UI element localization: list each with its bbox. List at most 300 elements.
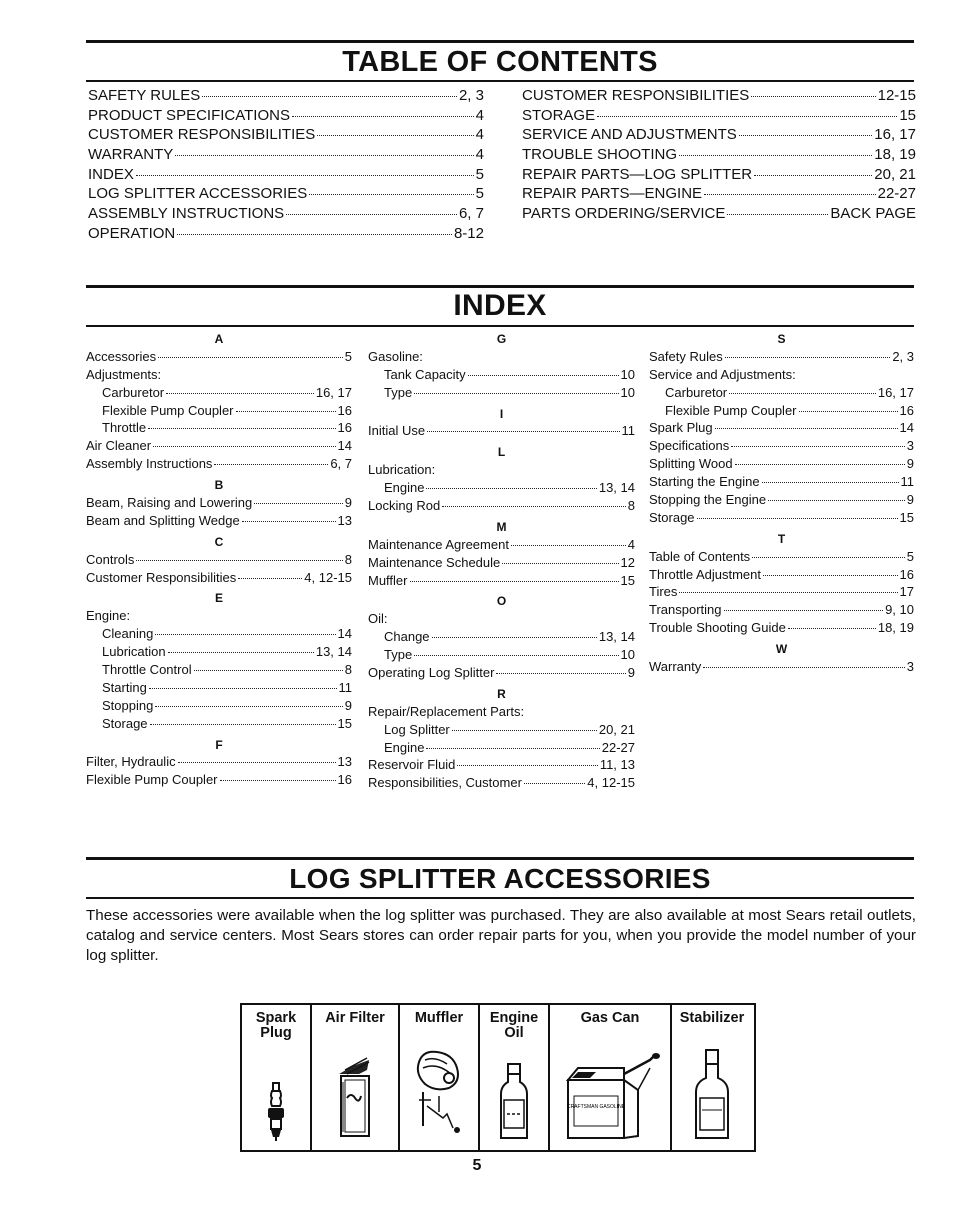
entry-page: 4 bbox=[475, 126, 484, 144]
dot-leader bbox=[799, 408, 898, 412]
dot-leader bbox=[155, 703, 342, 707]
index-entry bbox=[86, 680, 352, 698]
accessory-cell-engine-oil bbox=[480, 1005, 550, 1150]
entry-page: 14 bbox=[337, 438, 352, 454]
accessory-cell-muffler bbox=[400, 1005, 480, 1150]
index-bottom-rule bbox=[86, 325, 914, 327]
accessory-label: Gas Can bbox=[580, 1010, 640, 1026]
entry-page: 4, 12-15 bbox=[587, 775, 635, 791]
dot-leader bbox=[754, 172, 872, 176]
index-entry bbox=[649, 349, 914, 367]
entry-page: 8 bbox=[344, 662, 352, 678]
entry-label: Carburetor bbox=[665, 384, 728, 400]
index-title: INDEX bbox=[453, 289, 547, 322]
entry-label: OPERATION bbox=[88, 224, 176, 242]
entry-page: 8 bbox=[627, 498, 635, 514]
entry-page: 8 bbox=[344, 551, 352, 567]
entry-page: 16 bbox=[337, 420, 352, 436]
entry-label: Stopping bbox=[102, 697, 154, 713]
index-entry bbox=[368, 573, 635, 591]
entry-label: Engine bbox=[384, 480, 425, 496]
index-entry bbox=[86, 385, 352, 403]
index-entry bbox=[649, 492, 914, 510]
index-letter-heading: W bbox=[775, 642, 788, 657]
index-entry bbox=[86, 403, 352, 421]
index-entry bbox=[649, 584, 914, 602]
dot-leader bbox=[292, 113, 474, 117]
entry-page: 15 bbox=[620, 572, 635, 588]
index-entry bbox=[368, 757, 635, 775]
index-entry bbox=[649, 567, 914, 585]
dot-leader bbox=[214, 461, 328, 465]
dot-leader bbox=[136, 557, 342, 561]
index-letter-heading: C bbox=[214, 534, 224, 549]
toc-entry bbox=[88, 146, 484, 166]
dot-leader bbox=[178, 759, 336, 763]
entry-page: 16, 17 bbox=[877, 384, 914, 400]
dot-leader bbox=[679, 589, 897, 593]
entry-label: Specifications bbox=[649, 438, 730, 454]
oil-bottle-icon bbox=[497, 1062, 531, 1142]
entry-page: 9 bbox=[344, 495, 352, 511]
index-entry bbox=[86, 456, 352, 474]
dot-leader bbox=[788, 625, 876, 629]
dot-leader bbox=[452, 727, 597, 731]
entry-page: 13, 14 bbox=[598, 480, 635, 496]
entry-page: 13 bbox=[337, 754, 352, 770]
index-letter-heading: G bbox=[496, 332, 507, 346]
entry-page: 6, 7 bbox=[330, 456, 352, 472]
entry-label: Log Splitter bbox=[384, 721, 450, 737]
entry-page: 9 bbox=[344, 697, 352, 713]
entry-page: 3 bbox=[906, 659, 914, 675]
index-entry bbox=[649, 367, 914, 385]
entry-label: Controls bbox=[86, 551, 135, 567]
air-filter-icon bbox=[333, 1052, 377, 1142]
toc-entry bbox=[88, 107, 484, 127]
entry-label: ASSEMBLY INSTRUCTIONS bbox=[88, 205, 285, 223]
entry-label: Repair/Replacement Parts: bbox=[368, 703, 525, 719]
index-letter-heading: R bbox=[497, 686, 506, 701]
entry-page: 20, 21 bbox=[598, 721, 635, 737]
gas-can-icon bbox=[554, 1050, 666, 1142]
toc-top-rule bbox=[86, 40, 914, 43]
index-letter-heading: O bbox=[496, 594, 507, 609]
toc-entry bbox=[522, 185, 916, 205]
index-entry bbox=[86, 438, 352, 456]
entry-label: REPAIR PARTS—ENGINE bbox=[522, 185, 703, 203]
entry-page: 16 bbox=[337, 402, 352, 418]
dot-leader bbox=[155, 631, 335, 635]
entry-label: Tank Capacity bbox=[384, 366, 466, 382]
dot-leader bbox=[703, 664, 905, 668]
entry-page: 16 bbox=[337, 772, 352, 788]
dot-leader bbox=[242, 518, 336, 522]
index-column-2 bbox=[368, 331, 635, 793]
index-letter-heading: A bbox=[214, 332, 224, 346]
index-entry bbox=[368, 367, 635, 385]
entry-label: WARRANTY bbox=[88, 146, 174, 164]
index-entry bbox=[86, 772, 352, 790]
dot-leader bbox=[597, 113, 897, 117]
entry-label: Type bbox=[384, 384, 413, 400]
entry-page: 13 bbox=[337, 512, 352, 528]
accessory-label: Stabilizer bbox=[679, 1010, 745, 1026]
dot-leader bbox=[150, 721, 336, 725]
entry-label: Operating Log Splitter bbox=[368, 665, 495, 681]
index-letter-heading: L bbox=[497, 445, 506, 460]
entry-page: 10 bbox=[620, 366, 635, 382]
entry-page: 10 bbox=[620, 647, 635, 663]
entry-page: 12-15 bbox=[877, 87, 916, 104]
index-entry bbox=[86, 420, 352, 438]
entry-page: 5 bbox=[906, 548, 914, 564]
entry-page: 11 bbox=[621, 423, 635, 439]
entry-page: 4 bbox=[475, 106, 484, 124]
dot-leader bbox=[752, 554, 905, 558]
dot-leader bbox=[254, 500, 343, 504]
entry-label: Lubrication: bbox=[368, 462, 436, 478]
index-entry bbox=[86, 662, 352, 680]
entry-label: Change bbox=[384, 629, 430, 645]
toc-entry bbox=[522, 126, 916, 146]
dot-leader bbox=[414, 652, 618, 656]
dot-leader bbox=[731, 443, 905, 447]
dot-leader bbox=[502, 560, 618, 564]
entry-label: Maintenance Agreement bbox=[368, 536, 509, 552]
dot-leader bbox=[168, 649, 314, 653]
toc-entry bbox=[522, 166, 916, 186]
entry-page: BACK PAGE bbox=[830, 205, 916, 223]
dot-leader bbox=[724, 607, 884, 611]
index-entry bbox=[86, 495, 352, 513]
accessory-cell-stabilizer bbox=[672, 1005, 752, 1150]
entry-label: Engine: bbox=[86, 608, 131, 624]
dot-leader bbox=[704, 191, 876, 195]
accessory-label: Engine Oil bbox=[489, 1010, 539, 1041]
entry-page: 11, 13 bbox=[599, 757, 635, 773]
entry-label: Lubrication bbox=[102, 644, 166, 660]
index-letter-heading: T bbox=[777, 531, 786, 546]
entry-label: Service and Adjustments: bbox=[649, 366, 796, 382]
entry-page: 14 bbox=[337, 626, 352, 642]
dot-leader bbox=[202, 93, 457, 97]
accessory-label: Spark Plug bbox=[255, 1010, 297, 1041]
entry-label: SERVICE AND ADJUSTMENTS bbox=[522, 126, 737, 144]
entry-label: Oil: bbox=[368, 611, 388, 627]
toc-entry bbox=[88, 87, 484, 107]
index-entry bbox=[86, 608, 352, 626]
entry-page: 5 bbox=[344, 348, 352, 364]
toc-left-column bbox=[88, 87, 484, 245]
index-entry bbox=[368, 629, 635, 647]
index-entry bbox=[368, 385, 635, 403]
entry-label: Customer Responsibilities bbox=[86, 569, 237, 585]
dot-leader bbox=[236, 408, 336, 412]
entry-label: Type bbox=[384, 647, 413, 663]
entry-label: Adjustments: bbox=[86, 366, 162, 382]
index-entry bbox=[86, 644, 352, 662]
toc-entry bbox=[88, 205, 484, 225]
entry-label: LOG SPLITTER ACCESSORIES bbox=[88, 185, 308, 203]
index-entry bbox=[649, 420, 914, 438]
index-entry bbox=[649, 620, 914, 638]
dot-leader bbox=[751, 93, 875, 97]
dot-leader bbox=[149, 685, 337, 689]
index-entry bbox=[86, 626, 352, 644]
entry-label: Flexible Pump Coupler bbox=[665, 402, 797, 418]
entry-label: Storage bbox=[102, 715, 148, 731]
dot-leader bbox=[715, 425, 898, 429]
dot-leader bbox=[679, 152, 872, 156]
spark-plug-icon bbox=[264, 1082, 288, 1142]
entry-page: 12 bbox=[620, 554, 635, 570]
entry-label: Initial Use bbox=[368, 423, 426, 439]
entry-label: Splitting Wood bbox=[649, 456, 733, 472]
dot-leader bbox=[442, 503, 625, 507]
entry-label: Spark Plug bbox=[649, 420, 713, 436]
accessory-label: Muffler bbox=[414, 1010, 464, 1026]
entry-label: Throttle Adjustment bbox=[649, 566, 761, 582]
accessories-title: LOG SPLITTER ACCESSORIES bbox=[289, 863, 711, 894]
entry-page: 8-12 bbox=[453, 224, 484, 242]
entry-label: Starting bbox=[102, 679, 147, 695]
entry-label: INDEX bbox=[88, 165, 134, 183]
dot-leader bbox=[427, 428, 619, 432]
entry-page: 9 bbox=[906, 456, 914, 472]
index-entry bbox=[368, 665, 635, 683]
entry-page: 5 bbox=[475, 165, 484, 183]
entry-page: 14 bbox=[899, 420, 914, 436]
entry-label: PRODUCT SPECIFICATIONS bbox=[88, 106, 290, 124]
entry-label: STORAGE bbox=[522, 106, 596, 124]
entry-label: Filter, Hydraulic bbox=[86, 754, 176, 770]
toc-entry bbox=[88, 185, 484, 205]
entry-page: 5 bbox=[475, 185, 484, 203]
entry-page: 4 bbox=[475, 146, 484, 164]
entry-label: Tires bbox=[649, 584, 678, 600]
muffler-icon bbox=[409, 1042, 469, 1142]
entry-label: REPAIR PARTS—LOG SPLITTER bbox=[522, 165, 753, 183]
dot-leader bbox=[286, 211, 457, 215]
entry-label: Muffler bbox=[368, 572, 408, 588]
index-entry bbox=[86, 349, 352, 367]
dot-leader bbox=[194, 667, 343, 671]
entry-label: Starting the Engine bbox=[649, 474, 760, 490]
dot-leader bbox=[739, 132, 873, 136]
index-letter-heading: F bbox=[215, 737, 223, 752]
entry-page: 10 bbox=[620, 384, 635, 400]
entry-page: 16 bbox=[899, 402, 914, 418]
index-column-3 bbox=[649, 331, 914, 677]
entry-page: 11 bbox=[900, 474, 914, 490]
index-entry bbox=[649, 474, 914, 492]
index-entry bbox=[86, 367, 352, 385]
entry-label: Beam and Splitting Wedge bbox=[86, 512, 240, 528]
entry-label: Gasoline: bbox=[368, 348, 423, 364]
dot-leader bbox=[317, 132, 473, 136]
dot-leader bbox=[725, 354, 891, 358]
dot-leader bbox=[432, 634, 597, 638]
dot-leader bbox=[309, 191, 473, 195]
entry-label: Throttle Control bbox=[102, 662, 192, 678]
entry-label: PARTS ORDERING/SERVICE bbox=[522, 205, 726, 223]
entry-label: Storage bbox=[649, 509, 695, 525]
index-entry bbox=[86, 698, 352, 716]
entry-page: 2, 3 bbox=[458, 87, 484, 104]
dot-leader bbox=[166, 390, 314, 394]
index-entry bbox=[368, 611, 635, 629]
index-entry bbox=[86, 513, 352, 531]
accessory-cell-gas-can bbox=[550, 1005, 672, 1150]
index-letter-heading: B bbox=[214, 478, 224, 493]
toc-entry bbox=[88, 126, 484, 146]
stabilizer-bottle-icon bbox=[692, 1048, 732, 1142]
dot-leader bbox=[763, 572, 898, 576]
dot-leader bbox=[762, 479, 899, 483]
toc-bottom-rule bbox=[86, 80, 914, 82]
index-entry bbox=[649, 456, 914, 474]
dot-leader bbox=[729, 390, 876, 394]
dot-leader bbox=[524, 780, 585, 784]
index-entry bbox=[368, 647, 635, 665]
gas-can-text: CRAFTSMAN GASOLINE bbox=[566, 1104, 626, 1110]
index-entry bbox=[649, 549, 914, 567]
index-entry bbox=[368, 462, 635, 480]
dot-leader bbox=[511, 542, 626, 546]
entry-page: 6, 7 bbox=[458, 205, 484, 223]
entry-page: 9 bbox=[627, 665, 635, 681]
entry-page: 16 bbox=[899, 566, 914, 582]
toc-entry bbox=[522, 107, 916, 127]
toc-right-column bbox=[522, 87, 916, 225]
entry-label: Responsibilities, Customer bbox=[368, 775, 522, 791]
entry-label: Flexible Pump Coupler bbox=[102, 402, 234, 418]
entry-label: Safety Rules bbox=[649, 348, 723, 364]
entry-label: Stopping the Engine bbox=[649, 492, 767, 508]
index-entry bbox=[368, 537, 635, 555]
entry-label: Accessories bbox=[86, 348, 157, 364]
dot-leader bbox=[220, 777, 336, 781]
entry-page: 13, 14 bbox=[598, 629, 635, 645]
entry-page: 22-27 bbox=[601, 739, 635, 755]
dot-leader bbox=[414, 390, 618, 394]
entry-page: 13, 14 bbox=[315, 644, 352, 660]
toc-entry bbox=[88, 225, 484, 245]
accessories-paragraph: These accessories were available when the log splitter was purchased. They are also available at most Sears retail outlets, catalog and service centers. Most Sears stores can order repair parts for you, when you provide the model number of your log splitter. bbox=[86, 907, 916, 964]
index-entry bbox=[649, 510, 914, 528]
entry-page: 18, 19 bbox=[874, 146, 916, 164]
entry-page: 15 bbox=[899, 509, 914, 525]
dot-leader bbox=[177, 231, 452, 235]
index-entry bbox=[649, 659, 914, 677]
entry-label: Reservoir Fluid bbox=[368, 757, 456, 773]
dot-leader bbox=[768, 497, 905, 501]
accessories-top-rule bbox=[86, 857, 914, 860]
toc-entry bbox=[522, 87, 916, 107]
entry-label: Carburetor bbox=[102, 384, 165, 400]
dot-leader bbox=[148, 425, 335, 429]
index-entry bbox=[368, 423, 635, 441]
dot-leader bbox=[238, 575, 302, 579]
accessory-cell-air-filter bbox=[312, 1005, 400, 1150]
entry-label: CUSTOMER RESPONSIBILITIES bbox=[522, 87, 750, 104]
index-entry bbox=[368, 498, 635, 516]
entry-label: TROUBLE SHOOTING bbox=[522, 146, 678, 164]
toc-entry bbox=[522, 146, 916, 166]
entry-label: Beam, Raising and Lowering bbox=[86, 495, 253, 511]
entry-label: Trouble Shooting Guide bbox=[649, 620, 786, 636]
entry-page: 15 bbox=[337, 715, 352, 731]
index-entry bbox=[86, 716, 352, 734]
index-entry bbox=[368, 349, 635, 367]
entry-page: 4 bbox=[627, 536, 635, 552]
index-entry bbox=[86, 754, 352, 772]
entry-label: Cleaning bbox=[102, 626, 154, 642]
dot-leader bbox=[468, 372, 619, 376]
entry-label: Transporting bbox=[649, 602, 722, 618]
toc-entry bbox=[522, 205, 916, 225]
index-entry bbox=[649, 403, 914, 421]
index-letter-heading: E bbox=[214, 591, 223, 606]
accessories-table bbox=[240, 1003, 756, 1152]
index-letter-heading: I bbox=[499, 406, 504, 421]
entry-label: Throttle bbox=[102, 420, 147, 436]
index-entry bbox=[368, 740, 635, 758]
dot-leader bbox=[727, 211, 828, 215]
dot-leader bbox=[697, 515, 898, 519]
entry-page: 22-27 bbox=[877, 185, 916, 203]
entry-label: Flexible Pump Coupler bbox=[86, 772, 218, 788]
entry-label: Warranty bbox=[649, 659, 702, 675]
index-entry bbox=[368, 555, 635, 573]
entry-page: 9, 10 bbox=[885, 602, 914, 618]
dot-leader bbox=[153, 443, 336, 447]
entry-page: 16, 17 bbox=[315, 384, 352, 400]
index-entry bbox=[368, 480, 635, 498]
index-letter-heading: S bbox=[777, 332, 786, 346]
accessory-cell-spark-plug bbox=[242, 1005, 312, 1150]
accessory-label: Air Filter bbox=[325, 1010, 385, 1026]
toc-title: TABLE OF CONTENTS bbox=[342, 46, 658, 78]
index-entry bbox=[368, 704, 635, 722]
index-letter-heading: M bbox=[496, 519, 507, 534]
page-number: 5 bbox=[472, 1157, 482, 1174]
dot-leader bbox=[457, 762, 597, 766]
entry-page: 4, 12-15 bbox=[304, 569, 352, 585]
entry-page: 16, 17 bbox=[874, 126, 916, 144]
index-entry bbox=[649, 602, 914, 620]
dot-leader bbox=[426, 745, 599, 749]
accessories-bottom-rule bbox=[86, 897, 914, 899]
dot-leader bbox=[410, 578, 619, 582]
index-entry bbox=[86, 570, 352, 588]
entry-label: Assembly Instructions bbox=[86, 456, 213, 472]
entry-page: 3 bbox=[906, 438, 914, 454]
entry-page: 9 bbox=[906, 492, 914, 508]
entry-label: Air Cleaner bbox=[86, 438, 152, 454]
toc-entry bbox=[88, 166, 484, 186]
entry-page: 18, 19 bbox=[877, 620, 914, 636]
index-entry bbox=[649, 385, 914, 403]
entry-label: Locking Rod bbox=[368, 498, 441, 514]
dot-leader bbox=[426, 485, 596, 489]
index-column-1 bbox=[86, 331, 352, 790]
dot-leader bbox=[136, 172, 474, 176]
entry-page: 20, 21 bbox=[874, 165, 916, 183]
entry-page: 11 bbox=[338, 679, 352, 695]
dot-leader bbox=[175, 152, 473, 156]
